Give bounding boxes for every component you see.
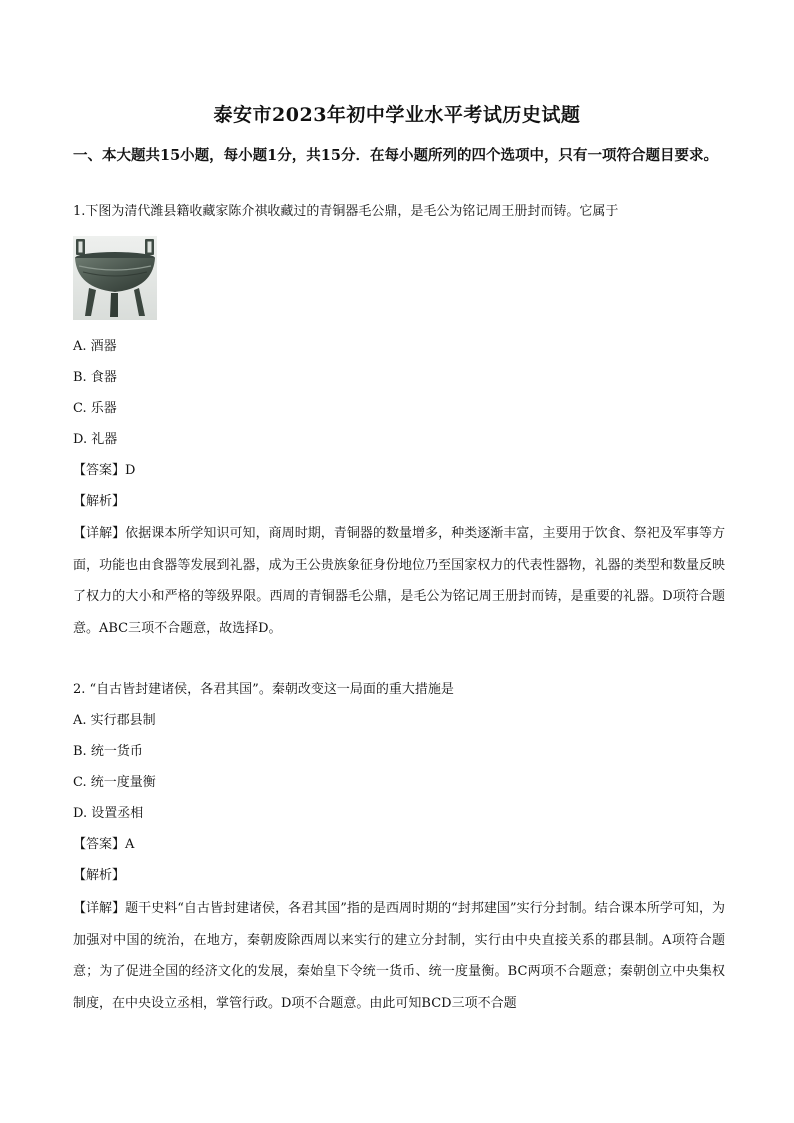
q1-option-a: A. 酒器 bbox=[73, 339, 117, 354]
page-title: 泰安市2023年初中学业水平考试历史试题 bbox=[213, 104, 581, 126]
q2-detail: 【详解】题干史料“自古皆封建诸侯，各君其国”指的是西周时期的“封邦建国”实行分封制。结合课本所学可知，为加强对中国的统治，在地方，秦朝废除西周以来实行的建立分封制，实行由中央直接关系的郡县制。A项符合题意；为了促进全国的经济文化的发展，秦始皇下令统一货币、统一度量衡。BC两项不合题意；秦朝创立中央集权制度，在中央设立丞相，掌管行政。D项不合题意。由此可知BCD三项不合题 bbox=[73, 901, 725, 1011]
q1-option-b: B. 食器 bbox=[73, 370, 117, 385]
q2-option-d: D. 设置丞相 bbox=[73, 806, 144, 821]
question-1-stem: 1.下图为清代潍县籍收藏家陈介祺收藏过的青铜器毛公鼎，是毛公为铭记周王册封而铸。它属于 bbox=[73, 204, 619, 219]
q1-option-d: D. 礼器 bbox=[73, 432, 118, 447]
question-2-stem: 2. “自古皆封建诸侯，各君其国”。秦朝改变这一局面的重大措施是 bbox=[73, 682, 454, 697]
q1-analysis-label: 【解析】 bbox=[73, 494, 126, 509]
q2-answer: 【答案】A bbox=[73, 837, 135, 852]
q1-option-c: C. 乐器 bbox=[73, 401, 117, 416]
q2-option-b: B. 统一货币 bbox=[73, 744, 143, 759]
bronze-ding-icon bbox=[73, 236, 157, 320]
q2-analysis-label: 【解析】 bbox=[73, 868, 126, 883]
q2-option-c: C. 统一度量衡 bbox=[73, 775, 156, 790]
q1-detail: 【详解】依据课本所学知识可知，商周时期，青铜器的数量增多，种类逐渐丰富，主要用于饮食、祭祀及军事等方面，功能也由食器等发展到礼器，成为王公贵族象征身份地位乃至国家权力的代表性器物，礼器的类型和数量反映了权力的大小和严格的等级界限。西周的青铜器毛公鼎，是毛公为铭记周王册封而铸，是重要的礼器。D项符合题意。ABC三项不合题意，故选择D。 bbox=[73, 526, 725, 636]
q1-answer: 【答案】D bbox=[73, 463, 136, 478]
q2-option-a: A. 实行郡县制 bbox=[73, 713, 156, 728]
section-heading: 一、本大题共15小题，每小题1分，共15分．在每小题所列的四个选项中，只有一项符合题目要求。 bbox=[73, 147, 718, 164]
